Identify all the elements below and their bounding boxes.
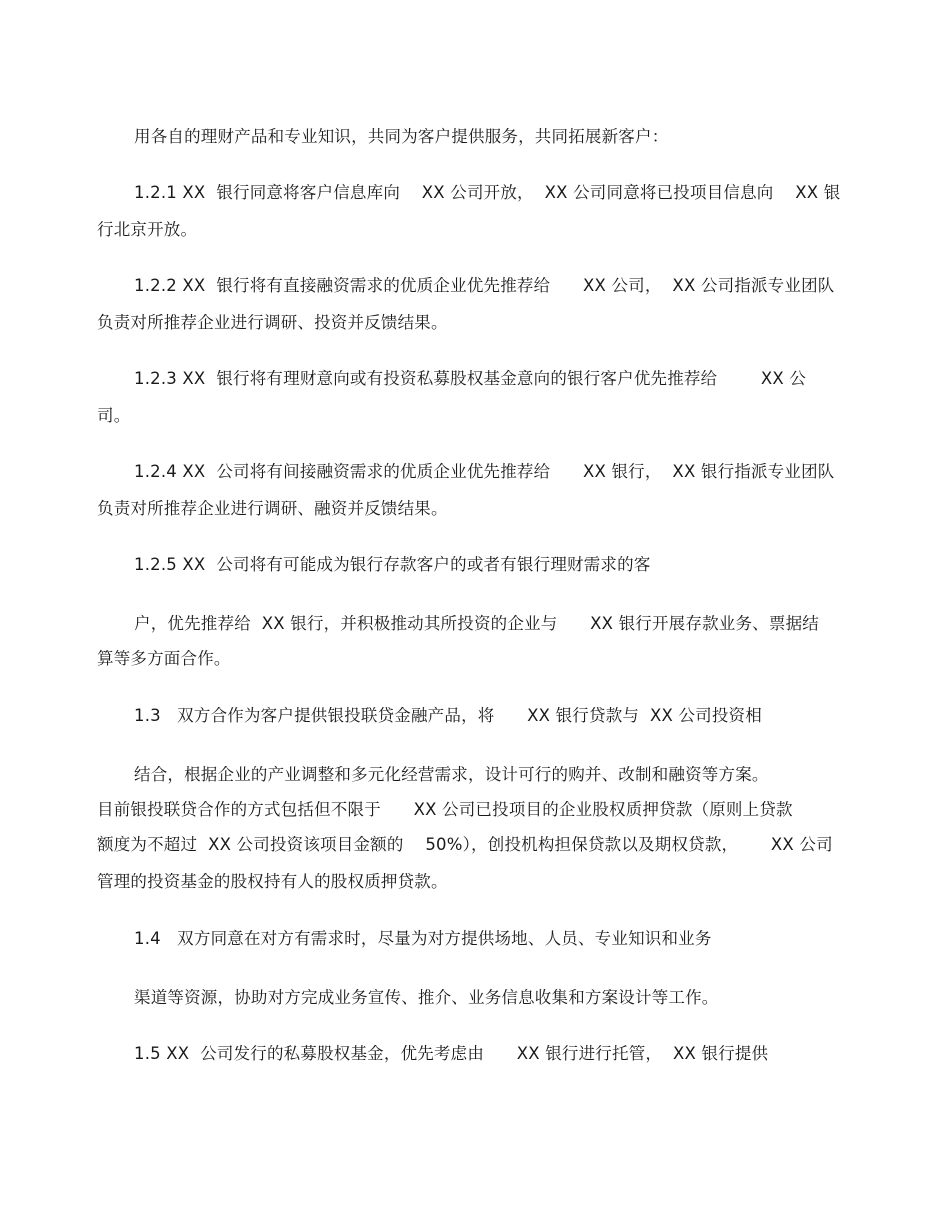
clause-1-3-line-3: 目前银投联贷合作的方式包括但不限于 XX 公司已投项目的企业股权质押贷款（原则上贷款 [97, 800, 793, 819]
clause-1-2-2-line-2: 负责对所推荐企业进行调研、投资并反馈结果。 [97, 313, 448, 332]
paragraph-line: 用各自的理财产品和专业知识，共同为客户提供服务，共同拓展新客户： [134, 127, 669, 146]
clause-1-3-line-2: 结合，根据企业的产业调整和多元化经营需求，设计可行的购并、改制和融资等方案。 [134, 765, 769, 784]
clause-1-3-line-1: 1.3 双方合作为客户提供银投联贷金融产品，将 XX 银行贷款与 XX 公司投资相 [134, 706, 762, 725]
clause-1-2-5-line-1: 1.2.5 XX 公司将有可能成为银行存款客户的或者有银行理财需求的客 [134, 555, 651, 574]
clause-1-4-line-2: 渠道等资源，协助对方完成业务宣传、推介、业务信息收集和方案设计等工作。 [134, 988, 719, 1007]
clause-1-2-5-line-3: 算等多方面合作。 [97, 649, 231, 668]
clause-1-2-3-line-1: 1.2.3 XX 银行将有理财意向或有投资私募股权基金意向的银行客户优先推荐给 XX 公 [134, 369, 807, 388]
clause-1-3-line-4: 额度为不超过 XX 公司投资该项目金额的 50%），创投机构担保贷款以及期权贷款， XX 公司 [97, 835, 833, 854]
clause-1-2-4-line-2: 负责对所推荐企业进行调研、融资并反馈结果。 [97, 499, 448, 518]
clause-1-2-5-line-2: 户，优先推荐给 XX 银行，并积极推动其所投资的企业与 XX 银行开展存款业务、票据结 [134, 614, 819, 633]
clause-1-2-1-line-1: 1.2.1 XX 银行同意将客户信息库向 XX 公司开放， XX 公司同意将已投项目信息向 XX 银 [134, 183, 841, 202]
clause-1-2-4-line-1: 1.2.4 XX 公司将有间接融资需求的优质企业优先推荐给 XX 银行， XX 银行指派专业团队 [134, 462, 835, 481]
clause-1-2-1-line-2: 行北京开放。 [97, 220, 198, 239]
clause-1-2-2-line-1: 1.2.2 XX 银行将有直接融资需求的优质企业优先推荐给 XX 公司， XX 公司指派专业团队 [134, 276, 835, 295]
clause-1-5-line-1: 1.5 XX 公司发行的私募股权基金，优先考虑由 XX 银行进行托管， XX 银行提供 [134, 1044, 769, 1063]
clause-1-3-line-5: 管理的投资基金的股权持有人的股权质押贷款。 [97, 872, 448, 891]
clause-1-4-line-1: 1.4 双方同意在对方有需求时，尽量为对方提供场地、人员、专业知识和业务 [134, 929, 712, 948]
clause-1-2-3-line-2: 司。 [97, 406, 131, 425]
